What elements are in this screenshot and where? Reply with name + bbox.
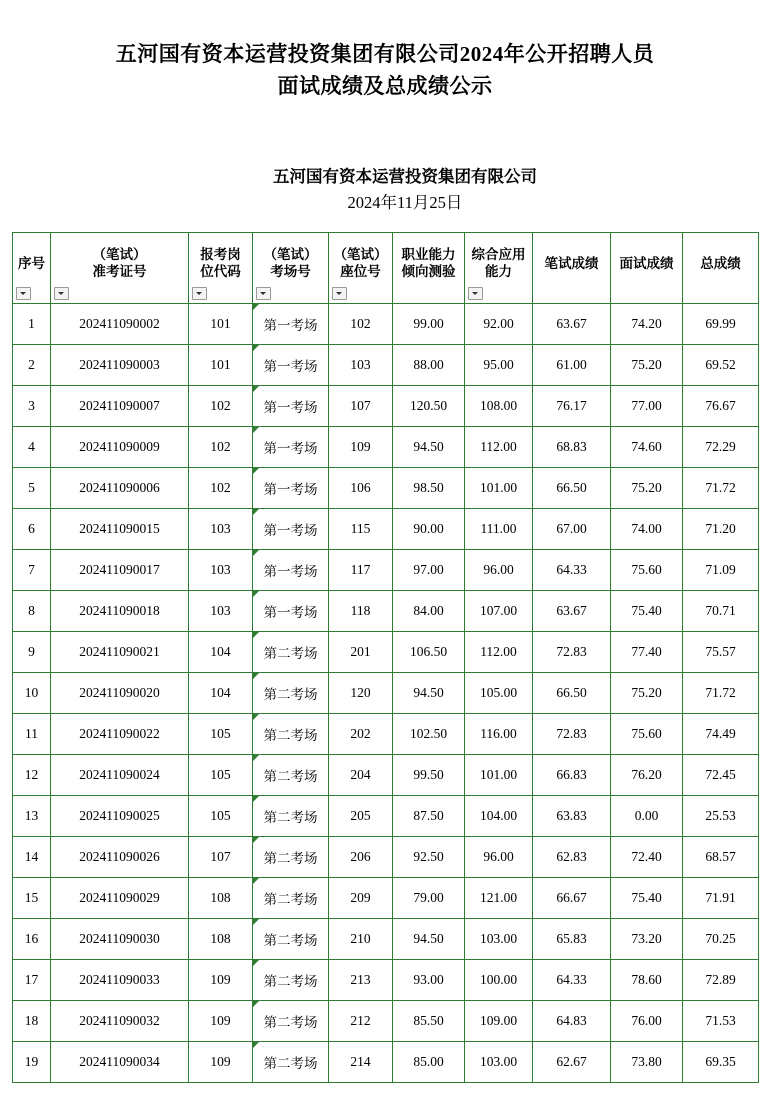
column-header-total-score: 总成绩	[683, 233, 759, 304]
cell-seat-number: 102	[329, 304, 393, 345]
cell-written-score: 64.83	[533, 1001, 611, 1042]
cell-comprehensive-ability: 101.00	[465, 755, 533, 796]
cell-exam-room: 第二考场	[253, 673, 329, 714]
cell-admission-ticket: 202411090017	[51, 550, 189, 591]
cell-position-code: 103	[189, 550, 253, 591]
cell-written-score: 68.83	[533, 427, 611, 468]
cell-total-score: 71.72	[683, 673, 759, 714]
table-row	[13, 591, 759, 632]
cell-index: 10	[13, 673, 51, 714]
cell-total-score: 71.20	[683, 509, 759, 550]
cell-position-code: 105	[189, 755, 253, 796]
cell-exam-room: 第二考场	[253, 960, 329, 1001]
cell-exam-room: 第二考场	[253, 714, 329, 755]
cell-interview-score: 74.60	[611, 427, 683, 468]
cell-written-score: 66.83	[533, 755, 611, 796]
cell-total-score: 71.72	[683, 468, 759, 509]
filter-button-index[interactable]	[16, 287, 31, 300]
cell-seat-number: 106	[329, 468, 393, 509]
cell-index: 16	[13, 919, 51, 960]
cell-aptitude-test: 98.50	[393, 468, 465, 509]
cell-position-code: 109	[189, 1001, 253, 1042]
cell-written-score: 72.83	[533, 714, 611, 755]
column-header-interview-score: 面试成绩	[611, 233, 683, 304]
table-row	[13, 755, 759, 796]
cell-admission-ticket: 202411090007	[51, 386, 189, 427]
cell-admission-ticket: 202411090024	[51, 755, 189, 796]
cell-written-score: 64.33	[533, 960, 611, 1001]
table-row	[13, 673, 759, 714]
cell-comprehensive-ability: 103.00	[465, 919, 533, 960]
column-header-position-code: 报考岗 位代码	[189, 233, 253, 304]
cell-aptitude-test: 97.00	[393, 550, 465, 591]
cell-comprehensive-ability: 108.00	[465, 386, 533, 427]
cell-seat-number: 206	[329, 837, 393, 878]
cell-index: 2	[13, 345, 51, 386]
table-row	[13, 837, 759, 878]
cell-interview-score: 77.00	[611, 386, 683, 427]
cell-seat-number: 209	[329, 878, 393, 919]
cell-comprehensive-ability: 112.00	[465, 427, 533, 468]
cell-written-score: 66.50	[533, 673, 611, 714]
cell-written-score: 66.67	[533, 878, 611, 919]
cell-index: 11	[13, 714, 51, 755]
cell-exam-room: 第一考场	[253, 427, 329, 468]
table-row	[13, 714, 759, 755]
cell-total-score: 74.49	[683, 714, 759, 755]
column-header-admission-ticket: （笔试） 准考证号	[51, 233, 189, 304]
cell-exam-room: 第一考场	[253, 468, 329, 509]
cell-position-code: 103	[189, 509, 253, 550]
table-row	[13, 960, 759, 1001]
cell-seat-number: 202	[329, 714, 393, 755]
cell-index: 8	[13, 591, 51, 632]
cell-interview-score: 78.60	[611, 960, 683, 1001]
column-header-written-score: 笔试成绩	[533, 233, 611, 304]
cell-seat-number: 117	[329, 550, 393, 591]
cell-seat-number: 204	[329, 755, 393, 796]
cell-aptitude-test: 120.50	[393, 386, 465, 427]
cell-comprehensive-ability: 121.00	[465, 878, 533, 919]
cell-total-score: 71.91	[683, 878, 759, 919]
cell-admission-ticket: 202411090009	[51, 427, 189, 468]
cell-comprehensive-ability: 103.00	[465, 1042, 533, 1083]
cell-total-score: 70.71	[683, 591, 759, 632]
cell-written-score: 66.50	[533, 468, 611, 509]
cell-written-score: 72.83	[533, 632, 611, 673]
cell-total-score: 72.45	[683, 755, 759, 796]
cell-aptitude-test: 90.00	[393, 509, 465, 550]
cell-admission-ticket: 202411090015	[51, 509, 189, 550]
table-row	[13, 468, 759, 509]
cell-total-score: 72.89	[683, 960, 759, 1001]
cell-interview-score: 76.20	[611, 755, 683, 796]
cell-written-score: 62.83	[533, 837, 611, 878]
cell-index: 17	[13, 960, 51, 1001]
cell-aptitude-test: 92.50	[393, 837, 465, 878]
cell-comprehensive-ability: 105.00	[465, 673, 533, 714]
table-body	[13, 304, 759, 1083]
page-title-line-1: 五河国有资本运营投资集团有限公司2024年公开招聘人员	[115, 42, 655, 66]
cell-seat-number: 109	[329, 427, 393, 468]
table-row	[13, 796, 759, 837]
cell-exam-room: 第二考场	[253, 919, 329, 960]
cell-exam-room: 第一考场	[253, 345, 329, 386]
cell-admission-ticket: 202411090032	[51, 1001, 189, 1042]
cell-interview-score: 75.20	[611, 673, 683, 714]
cell-position-code: 101	[189, 304, 253, 345]
cell-admission-ticket: 202411090020	[51, 673, 189, 714]
cell-admission-ticket: 202411090033	[51, 960, 189, 1001]
cell-exam-room: 第一考场	[253, 550, 329, 591]
cell-total-score: 72.29	[683, 427, 759, 468]
cell-interview-score: 75.40	[611, 591, 683, 632]
table-row	[13, 550, 759, 591]
cell-index: 6	[13, 509, 51, 550]
cell-aptitude-test: 94.50	[393, 919, 465, 960]
cell-comprehensive-ability: 96.00	[465, 550, 533, 591]
cell-aptitude-test: 88.00	[393, 345, 465, 386]
cell-position-code: 109	[189, 960, 253, 1001]
cell-admission-ticket: 202411090034	[51, 1042, 189, 1083]
cell-position-code: 105	[189, 796, 253, 837]
cell-written-score: 65.83	[533, 919, 611, 960]
cell-comprehensive-ability: 112.00	[465, 632, 533, 673]
cell-aptitude-test: 85.50	[393, 1001, 465, 1042]
cell-index: 14	[13, 837, 51, 878]
cell-admission-ticket: 202411090021	[51, 632, 189, 673]
cell-index: 18	[13, 1001, 51, 1042]
cell-total-score: 69.99	[683, 304, 759, 345]
document-page	[0, 38, 770, 1083]
cell-interview-score: 77.40	[611, 632, 683, 673]
cell-comprehensive-ability: 116.00	[465, 714, 533, 755]
cell-interview-score: 72.40	[611, 837, 683, 878]
table-row	[13, 427, 759, 468]
cell-comprehensive-ability: 104.00	[465, 796, 533, 837]
cell-admission-ticket: 202411090018	[51, 591, 189, 632]
table-row	[13, 632, 759, 673]
cell-admission-ticket: 202411090026	[51, 837, 189, 878]
cell-admission-ticket: 202411090002	[51, 304, 189, 345]
cell-position-code: 102	[189, 427, 253, 468]
cell-written-score: 63.67	[533, 304, 611, 345]
cell-position-code: 108	[189, 878, 253, 919]
cell-seat-number: 210	[329, 919, 393, 960]
cell-index: 19	[13, 1042, 51, 1083]
table-row	[13, 345, 759, 386]
cell-position-code: 109	[189, 1042, 253, 1083]
cell-comprehensive-ability: 95.00	[465, 345, 533, 386]
table-row	[13, 509, 759, 550]
cell-aptitude-test: 102.50	[393, 714, 465, 755]
table-row	[13, 386, 759, 427]
cell-admission-ticket: 202411090003	[51, 345, 189, 386]
cell-aptitude-test: 79.00	[393, 878, 465, 919]
cell-exam-room: 第二考场	[253, 878, 329, 919]
cell-exam-room: 第二考场	[253, 755, 329, 796]
table-row	[13, 304, 759, 345]
cell-position-code: 102	[189, 386, 253, 427]
cell-interview-score: 76.00	[611, 1001, 683, 1042]
table-row	[13, 1001, 759, 1042]
cell-total-score: 69.35	[683, 1042, 759, 1083]
cell-aptitude-test: 106.50	[393, 632, 465, 673]
cell-seat-number: 107	[329, 386, 393, 427]
cell-aptitude-test: 85.00	[393, 1042, 465, 1083]
cell-index: 3	[13, 386, 51, 427]
column-header-aptitude-test: 职业能力 倾向测验	[393, 233, 465, 304]
cell-index: 13	[13, 796, 51, 837]
cell-position-code: 107	[189, 837, 253, 878]
cell-total-score: 69.52	[683, 345, 759, 386]
cell-total-score: 71.53	[683, 1001, 759, 1042]
cell-admission-ticket: 202411090025	[51, 796, 189, 837]
cell-written-score: 64.33	[533, 550, 611, 591]
cell-position-code: 105	[189, 714, 253, 755]
page-title-line-2: 面试成绩及总成绩公示	[277, 74, 493, 98]
column-header-seat-number: （笔试） 座位号	[329, 233, 393, 304]
cell-written-score: 62.67	[533, 1042, 611, 1083]
column-header-index: 序号	[13, 233, 51, 304]
cell-aptitude-test: 87.50	[393, 796, 465, 837]
cell-written-score: 63.83	[533, 796, 611, 837]
cell-total-score: 71.09	[683, 550, 759, 591]
cell-written-score: 67.00	[533, 509, 611, 550]
table-row	[13, 919, 759, 960]
cell-exam-room: 第一考场	[253, 591, 329, 632]
issue-date: 2024年11月25日	[347, 193, 463, 212]
cell-aptitude-test: 94.50	[393, 427, 465, 468]
cell-written-score: 63.67	[533, 591, 611, 632]
cell-position-code: 101	[189, 345, 253, 386]
cell-admission-ticket: 202411090006	[51, 468, 189, 509]
cell-admission-ticket: 202411090030	[51, 919, 189, 960]
cell-index: 4	[13, 427, 51, 468]
cell-interview-score: 74.00	[611, 509, 683, 550]
filter-button-position-code[interactable]	[192, 287, 207, 300]
cell-seat-number: 213	[329, 960, 393, 1001]
issuing-organization: 五河国有资本运营投资集团有限公司	[273, 167, 537, 186]
cell-seat-number: 214	[329, 1042, 393, 1083]
table-row	[13, 1042, 759, 1083]
cell-seat-number: 201	[329, 632, 393, 673]
cell-exam-room: 第一考场	[253, 509, 329, 550]
cell-seat-number: 120	[329, 673, 393, 714]
cell-index: 7	[13, 550, 51, 591]
cell-total-score: 75.57	[683, 632, 759, 673]
filter-button-exam-room[interactable]	[256, 287, 271, 300]
cell-seat-number: 118	[329, 591, 393, 632]
cell-interview-score: 73.80	[611, 1042, 683, 1083]
column-header-comprehensive-ability: 综合应用 能力	[465, 233, 533, 304]
cell-seat-number: 115	[329, 509, 393, 550]
cell-total-score: 76.67	[683, 386, 759, 427]
table-row	[13, 878, 759, 919]
cell-exam-room: 第一考场	[253, 386, 329, 427]
cell-interview-score: 75.20	[611, 345, 683, 386]
cell-interview-score: 75.20	[611, 468, 683, 509]
cell-interview-score: 74.20	[611, 304, 683, 345]
signature-block	[12, 164, 758, 216]
cell-exam-room: 第二考场	[253, 796, 329, 837]
results-table	[12, 232, 759, 1083]
cell-aptitude-test: 84.00	[393, 591, 465, 632]
cell-position-code: 104	[189, 632, 253, 673]
cell-comprehensive-ability: 96.00	[465, 837, 533, 878]
cell-comprehensive-ability: 109.00	[465, 1001, 533, 1042]
cell-position-code: 108	[189, 919, 253, 960]
cell-exam-room: 第二考场	[253, 1001, 329, 1042]
cell-position-code: 103	[189, 591, 253, 632]
cell-written-score: 61.00	[533, 345, 611, 386]
cell-interview-score: 0.00	[611, 796, 683, 837]
column-header-exam-room: （笔试） 考场号	[253, 233, 329, 304]
table-header-row	[13, 233, 759, 304]
cell-seat-number: 103	[329, 345, 393, 386]
cell-index: 12	[13, 755, 51, 796]
cell-interview-score: 75.60	[611, 550, 683, 591]
cell-index: 1	[13, 304, 51, 345]
cell-position-code: 104	[189, 673, 253, 714]
cell-comprehensive-ability: 107.00	[465, 591, 533, 632]
cell-index: 9	[13, 632, 51, 673]
cell-comprehensive-ability: 100.00	[465, 960, 533, 1001]
cell-interview-score: 75.40	[611, 878, 683, 919]
cell-exam-room: 第一考场	[253, 304, 329, 345]
cell-position-code: 102	[189, 468, 253, 509]
cell-aptitude-test: 99.50	[393, 755, 465, 796]
cell-seat-number: 205	[329, 796, 393, 837]
cell-admission-ticket: 202411090029	[51, 878, 189, 919]
cell-written-score: 76.17	[533, 386, 611, 427]
cell-admission-ticket: 202411090022	[51, 714, 189, 755]
cell-aptitude-test: 94.50	[393, 673, 465, 714]
cell-aptitude-test: 93.00	[393, 960, 465, 1001]
cell-total-score: 68.57	[683, 837, 759, 878]
cell-exam-room: 第二考场	[253, 837, 329, 878]
cell-exam-room: 第二考场	[253, 632, 329, 673]
cell-exam-room: 第二考场	[253, 1042, 329, 1083]
cell-total-score: 25.53	[683, 796, 759, 837]
cell-aptitude-test: 99.00	[393, 304, 465, 345]
cell-interview-score: 75.60	[611, 714, 683, 755]
cell-comprehensive-ability: 101.00	[465, 468, 533, 509]
cell-interview-score: 73.20	[611, 919, 683, 960]
cell-comprehensive-ability: 111.00	[465, 509, 533, 550]
filter-button-seat-number[interactable]	[332, 287, 347, 300]
filter-button-comprehensive-ability[interactable]	[468, 287, 483, 300]
cell-comprehensive-ability: 92.00	[465, 304, 533, 345]
page-title	[40, 38, 730, 102]
cell-index: 15	[13, 878, 51, 919]
filter-button-admission-ticket[interactable]	[54, 287, 69, 300]
cell-seat-number: 212	[329, 1001, 393, 1042]
cell-index: 5	[13, 468, 51, 509]
cell-total-score: 70.25	[683, 919, 759, 960]
